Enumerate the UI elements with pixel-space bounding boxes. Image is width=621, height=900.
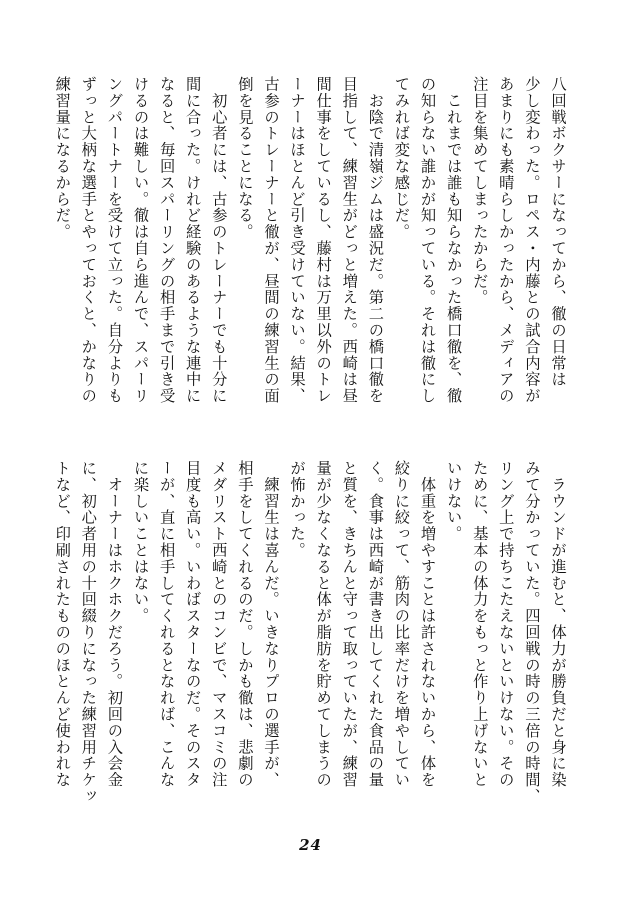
text-line: 古参のトレーナーと徹が、昼間の練習生の面 [261,76,280,404]
text-line: これまでは誰も知らなかった橋口徹を、徹 [444,76,463,404]
text-line: に楽しいことはない。 [131,460,150,624]
text-line: ングパートナーを受けて立った。自分よりも [105,76,124,404]
text-line: ラウンドが進むと、体力が勝負だと身に染 [549,460,567,788]
text-line: ーナーはほとんど引き受けていない。結果、 [288,76,307,404]
text-line: てみれば変な感じだ。 [392,76,411,240]
text-line: に、初心者用の十回綴りになった練習用チケッ [79,460,98,805]
text-line: なると、毎回スパーリングの相手まで引き受 [157,76,176,404]
text-line: 注目を集めてしまったからだ。 [470,76,489,306]
text-line: ずっと大柄な選手とやっておくと、かなりの [79,76,98,404]
text-line: みて分かっていた。四回戦の時の三倍の時間、 [522,460,541,805]
text-line: ために、基本の体力をもっと作り上げないと [470,460,489,788]
text-line: 練習生は喜んだ。いきなりプロの選手が、 [261,460,280,788]
text-line: トなど、印刷されたもののほとんど使われな [53,460,72,788]
page-number: 24 [299,836,322,854]
text-line: 相手をしてくれるのだ。しかも徹は、悲劇の [235,460,254,788]
text-line: が怖かった。 [288,460,307,559]
text-line: 間仕事をしているし、藤村は万里以外のトレ [314,76,333,404]
text-line: リング上で持ちこたえないといけない。その [496,460,515,788]
text-line: お陰で清嶺ジムは盛況だ。第二の橋口徹を [366,76,385,404]
text-line: 初心者には、古参のトレーナーでも十分に [209,76,228,404]
text-line: の知らない誰かが知っている。それは徹にし [418,76,437,404]
text-line: メダリスト西崎とのコンビで、マスコミの注 [209,460,228,788]
text-line: けるのは難しい。徹は自ら進んで、スパーリ [131,76,150,404]
text-line: 少し変わった。ロペス・内藤との試合内容が [522,76,541,404]
text-line: 練習量になるからだ。 [53,76,72,240]
text-line: 体重を増やすことは許されないから、体を [418,460,437,788]
text-line: 倒を見ることになる。 [235,76,254,240]
text-line: あまりにも素晴らしかったから、メディアの [496,76,515,404]
text-line: と質を、きちんと守って取っていたが、練習 [340,460,359,788]
text-line: いけない。 [444,460,463,542]
text-line: 目指して、練習生がどっと増えた。西崎は昼 [340,76,359,404]
text-line: 絞りに絞って、筋肉の比率だけを増やしてい [392,460,411,788]
text-line: く。食事は西崎が書き出してくれた食品の量 [366,460,385,788]
text-line: ーが、直に相手してくれるとなれば、こんな [157,460,176,788]
text-block-upper [49,76,571,446]
text-line: 目度も高い。いわばスターなのだ。そのスタ [183,460,202,788]
text-line: 八回戦ボクサーになってから、徹の日常は [549,76,567,388]
text-line: オーナーはホクホクだろう。初回の入会金 [105,460,124,788]
text-line: 量が少なくなると体が脂肪を貯めてしまうの [314,460,333,788]
text-line: 間に合った。けれど経験のあるような連中に [183,76,202,404]
text-block-lower [49,460,571,815]
